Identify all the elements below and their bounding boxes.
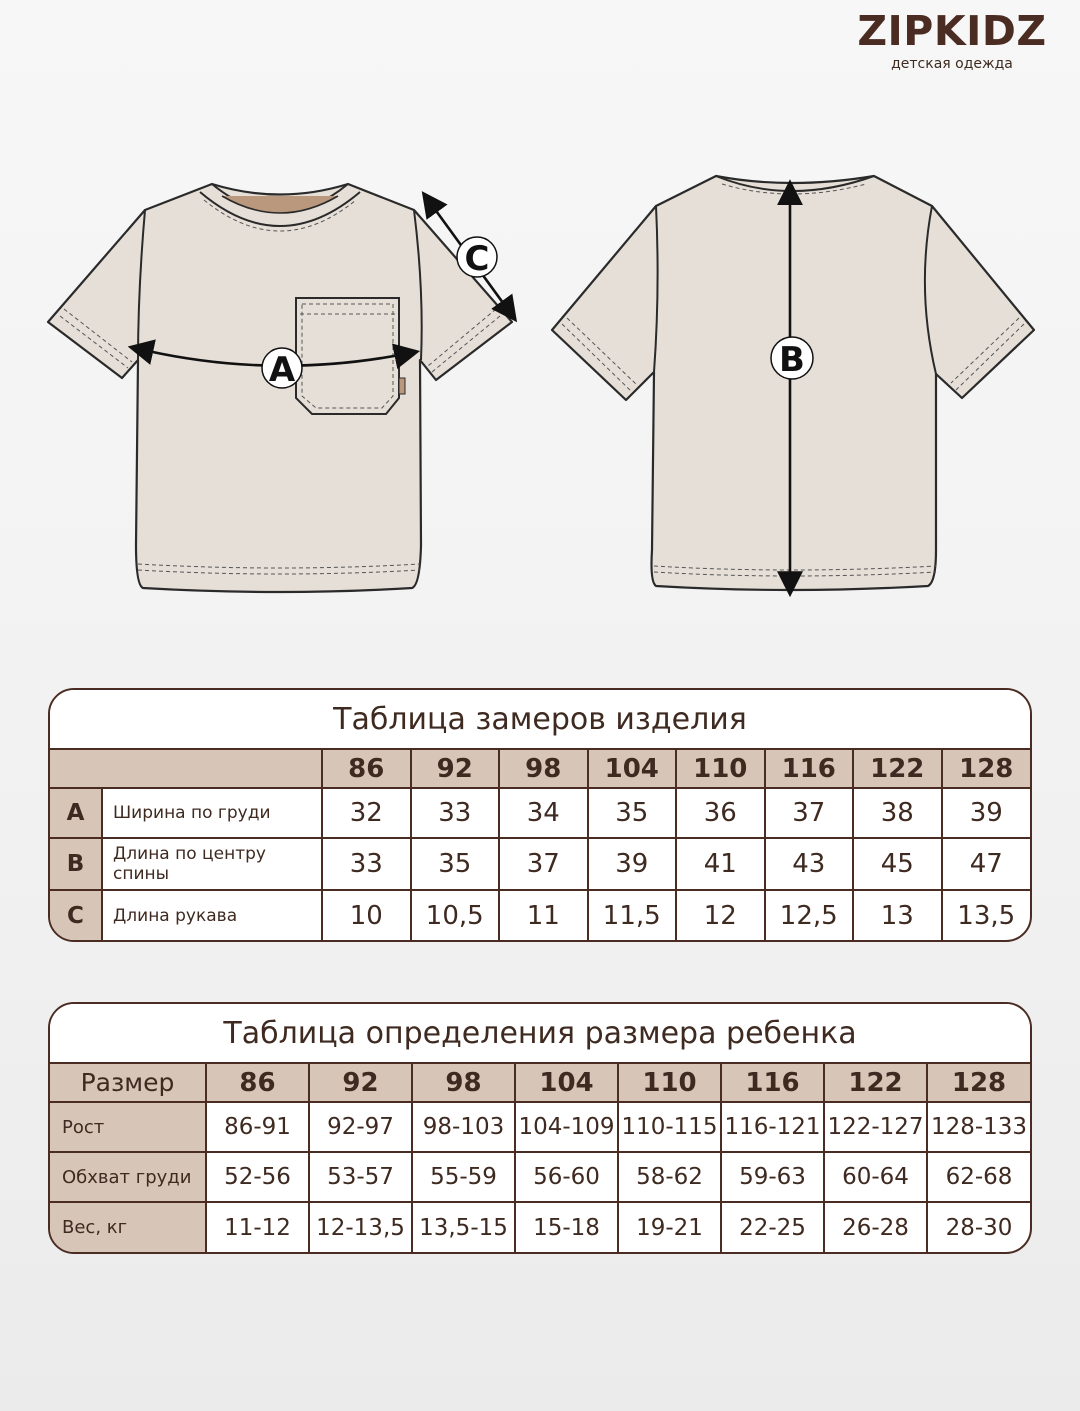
size-header: 98: [499, 750, 588, 788]
cell-value: 35: [411, 838, 500, 890]
cell-value: 37: [499, 838, 588, 890]
cell-value: 33: [322, 838, 411, 890]
measurement-header-blank: [50, 750, 322, 788]
cell-value: 13: [853, 890, 942, 940]
cell-value: 53-57: [309, 1152, 412, 1202]
cell-value: 33: [411, 788, 500, 838]
measurement-grid: [50, 750, 1030, 940]
tshirt-back: [552, 176, 1034, 592]
cell-value: 55-59: [412, 1152, 515, 1202]
cell-value: 62-68: [927, 1152, 1030, 1202]
cell-value: 13,5-15: [412, 1202, 515, 1252]
brand-tagline: детская одежда: [891, 56, 1013, 72]
cell-value: 52-56: [206, 1152, 309, 1202]
cell-value: 104-109: [515, 1102, 618, 1152]
marker-a-label: A: [268, 350, 296, 390]
table-row: [50, 788, 1030, 838]
size-header: 98: [412, 1064, 515, 1102]
size-header: 110: [676, 750, 765, 788]
brand-name: ZIPKIDZ: [857, 7, 1047, 55]
size-header: 92: [411, 750, 500, 788]
cell-value: 47: [942, 838, 1031, 890]
cell-value: 12,5: [765, 890, 854, 940]
row-param: Длина рукава: [102, 890, 322, 940]
cell-value: 11: [499, 890, 588, 940]
cell-value: 10,5: [411, 890, 500, 940]
row-letter: A: [50, 788, 102, 838]
cell-value: 122-127: [824, 1102, 927, 1152]
cell-value: 13,5: [942, 890, 1031, 940]
cell-value: 15-18: [515, 1202, 618, 1252]
size-header: 86: [322, 750, 411, 788]
cell-value: 35: [588, 788, 677, 838]
size-header: 122: [824, 1064, 927, 1102]
table-row: [50, 1102, 1030, 1152]
size-header-label: Размер: [50, 1064, 206, 1102]
size-table-title: Таблица определения размера ребенка: [50, 1004, 1030, 1064]
marker-c-label: C: [464, 239, 490, 279]
cell-value: 10: [322, 890, 411, 940]
size-table: [48, 1002, 1032, 1254]
row-param: Ширина по груди: [102, 788, 322, 838]
size-grid: [50, 1064, 1030, 1252]
row-label: Обхват груди: [50, 1152, 206, 1202]
size-header: 104: [515, 1064, 618, 1102]
cell-value: 11-12: [206, 1202, 309, 1252]
cell-value: 39: [588, 838, 677, 890]
cell-value: 59-63: [721, 1152, 824, 1202]
row-label: Рост: [50, 1102, 206, 1152]
cell-value: 98-103: [412, 1102, 515, 1152]
table-row: [50, 1152, 1030, 1202]
cell-value: 86-91: [206, 1102, 309, 1152]
row-letter: B: [50, 838, 102, 890]
table-row: [50, 838, 1030, 890]
size-header: 92: [309, 1064, 412, 1102]
garment-illustrations: [0, 0, 1080, 640]
marker-b-label: B: [779, 340, 805, 380]
cell-value: 116-121: [721, 1102, 824, 1152]
cell-value: 22-25: [721, 1202, 824, 1252]
cell-value: 43: [765, 838, 854, 890]
cell-value: 56-60: [515, 1152, 618, 1202]
table-row: [50, 890, 1030, 940]
cell-value: 37: [765, 788, 854, 838]
cell-value: 28-30: [927, 1202, 1030, 1252]
size-header: 116: [765, 750, 854, 788]
cell-value: 12-13,5: [309, 1202, 412, 1252]
size-header-row: [50, 1064, 1030, 1102]
row-param: Длина по центру спины: [102, 838, 322, 890]
size-header: 128: [942, 750, 1031, 788]
cell-value: 11,5: [588, 890, 677, 940]
size-header: 128: [927, 1064, 1030, 1102]
cell-value: 19-21: [618, 1202, 721, 1252]
measurement-table: [48, 688, 1032, 942]
cell-value: 34: [499, 788, 588, 838]
size-header: 104: [588, 750, 677, 788]
measurement-header-row: [50, 750, 1030, 788]
size-header: 86: [206, 1064, 309, 1102]
tshirt-front: [48, 184, 514, 592]
cell-value: 26-28: [824, 1202, 927, 1252]
cell-value: 45: [853, 838, 942, 890]
cell-value: 12: [676, 890, 765, 940]
cell-value: 128-133: [927, 1102, 1030, 1152]
cell-value: 110-115: [618, 1102, 721, 1152]
cell-value: 38: [853, 788, 942, 838]
row-label: Вес, кг: [50, 1202, 206, 1252]
cell-value: 36: [676, 788, 765, 838]
table-row: [50, 1202, 1030, 1252]
size-header: 116: [721, 1064, 824, 1102]
cell-value: 58-62: [618, 1152, 721, 1202]
cell-value: 60-64: [824, 1152, 927, 1202]
row-letter: C: [50, 890, 102, 940]
cell-value: 39: [942, 788, 1031, 838]
size-header: 122: [853, 750, 942, 788]
cell-value: 32: [322, 788, 411, 838]
measurement-table-title: Таблица замеров изделия: [50, 690, 1030, 750]
cell-value: 92-97: [309, 1102, 412, 1152]
cell-value: 41: [676, 838, 765, 890]
size-header: 110: [618, 1064, 721, 1102]
